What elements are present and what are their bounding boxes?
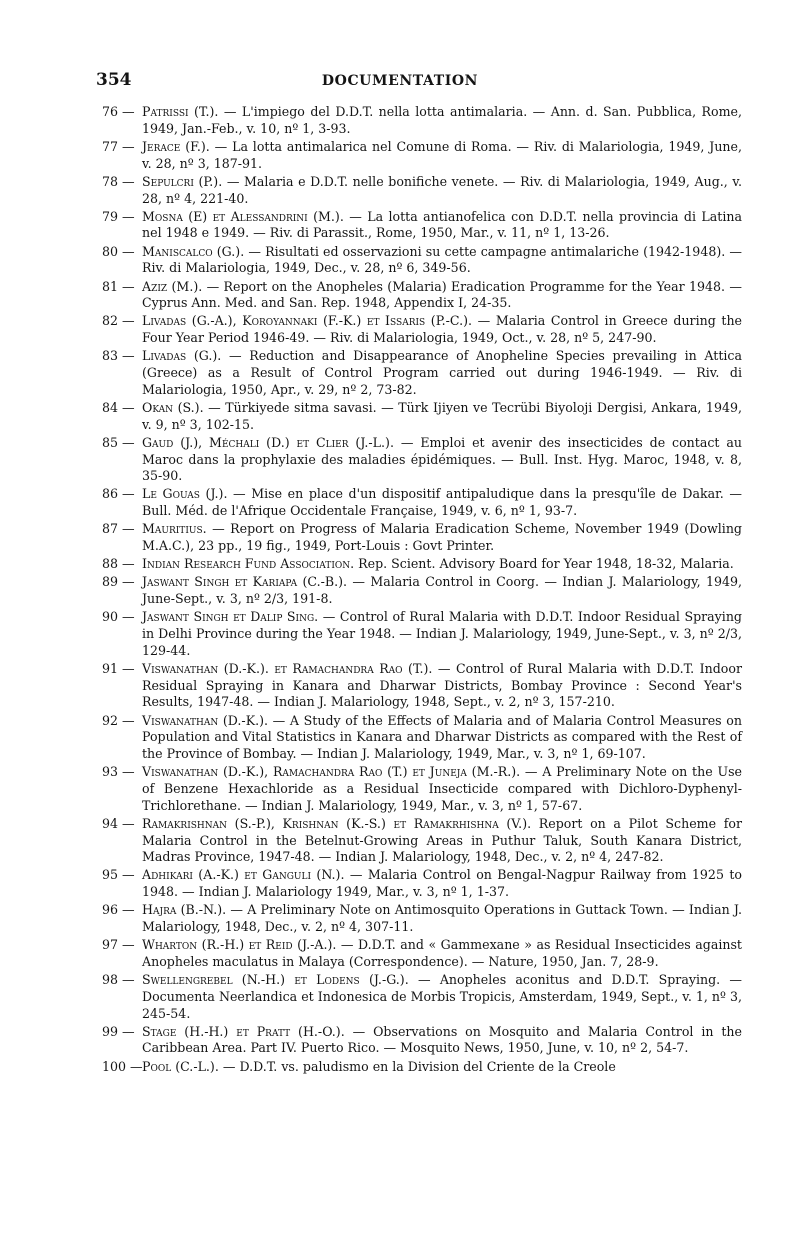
entry-citation: — La lotta antimalarica nel Comune di Roma. — Riv. di Malariologia, 1949, June, v. 28, nº 3, 187-91.: [142, 138, 743, 171]
entry-authors: Viswanathan (D.-K.). et Ramachandra Rao (T.).: [142, 661, 433, 676]
bibliography-entry: [102, 139, 742, 172]
bibliography-entry: [102, 609, 742, 659]
bibliography-entry: [102, 972, 742, 1022]
page-number: 354: [96, 70, 132, 90]
entry-authors: Okan (S.).: [142, 399, 204, 415]
bibliography-entry: [102, 279, 742, 312]
entry-number: 82 —: [102, 313, 135, 329]
entry-number: 93 —: [102, 764, 135, 780]
bibliography-entry: [102, 313, 742, 346]
bibliography-list: [102, 104, 742, 1077]
entry-authors: Aziz (M.).: [142, 278, 203, 294]
entry-number: 97 —: [102, 937, 135, 953]
entry-number: 95 —: [102, 867, 135, 883]
entry-authors: Mauritius.: [142, 521, 207, 537]
entry-authors: Pool (C.-L.).: [142, 1058, 219, 1074]
entry-number: 98 —: [102, 972, 135, 988]
entry-number: 90 —: [102, 609, 135, 625]
entry-number: 81 —: [102, 278, 135, 294]
bibliography-entry: [102, 764, 742, 814]
entry-authors: Sepulcri (P.).: [142, 173, 223, 189]
entry-number: 77 —: [102, 138, 135, 154]
entry-authors: Adhikari (A.-K.) et Ganguli (N.).: [142, 867, 345, 883]
bibliography-entry: [102, 556, 742, 573]
entry-citation: — Malaria Control in Coorg. — Indian J. Malariology, 1949, June-Sept., v. 3, nº 2/3, 191-8.: [142, 574, 743, 607]
entry-authors: Patrissi (T.).: [142, 104, 219, 119]
entry-number: 99 —: [102, 1023, 135, 1039]
entry-number: 80 —: [102, 243, 135, 259]
bibliography-entry: [102, 174, 742, 207]
entry-number: 87 —: [102, 521, 135, 537]
bibliography-entry: [102, 244, 742, 277]
entry-number: 94 —: [102, 815, 135, 831]
entry-citation: — Report on Progress of Malaria Eradication Scheme, November 1949 (Dowling M.A.C.), 23 pp., 19 fig., 1949, Port-Louis : Govt Printer.: [142, 521, 742, 554]
entry-citation: — Malaria e D.D.T. nelle bonifiche venete. — Riv. di Malariologia, 1949, Aug., v. 28, nº 4, 221-40.: [142, 173, 742, 206]
entry-citation: Report on a Pilot Scheme for Malaria Control in the Betelnut-Growing Areas in Puthur Taluk, South Kanara District, Madras Province, 1947-48. — Indian J. Malariology, 1948, Dec., v. 2, nº 4, 247-82.: [142, 815, 742, 865]
entry-number: 96 —: [102, 902, 135, 918]
entry-number: 84 —: [102, 399, 135, 415]
bibliography-entry: [102, 104, 742, 137]
entry-citation: — Report on the Anopheles (Malaria) Eradication Programme for the Year 1948. — Cyprus Ann. Med. and San. Rep. 1948, Appendix I, 24-35.: [142, 278, 743, 311]
entry-authors: Swellengrebel (N.-H.) et Lodens (J.-G.).: [142, 972, 409, 988]
entry-authors: Wharton (R.-H.) et Reid (J.-A.).: [142, 937, 337, 953]
entry-authors: Mosna (E) et Alessandrini (M.).: [142, 208, 344, 224]
bibliography-entry: [102, 713, 742, 763]
entry-citation: — L'impiego del D.D.T. nella lotta antimalaria. — Ann. d. San. Pubblica, Rome, 1949, Jan.-Feb., v. 10, nº 1, 3-93.: [142, 104, 742, 136]
entry-authors: Le Gouas (J.).: [142, 486, 228, 502]
entry-citation: — Anopheles aconitus and D.D.T. Spraying. — Documenta Neerlandica et Indonesica de Morbis Tropicis, Amsterdam, 1949, Sept., v. 1, nº 3, 245-54.: [142, 972, 742, 1021]
entry-citation: — Türkiyede sitma savasi. — Türk Ijiyen ve Tecrübi Biyoloji Dergisi, Ankara, 1949, v. 9, nº 3, 102-15.: [142, 399, 742, 432]
entry-citation: — D.D.T. vs. paludismo en la Division del Criente de la Creole: [218, 1058, 616, 1074]
entry-authors: Indian Research Fund Association.: [142, 556, 355, 572]
entry-citation: — Malaria Control on Bengal-Nagpur Railway from 1925 to 1948. — Indian J. Malariology 1949, Mar., v. 3, nº 1, 1-37.: [142, 867, 743, 900]
entry-authors: Livadas (G.-A.), Koroyannaki (F.-K.) et Issaris (P.-C.).: [142, 313, 473, 329]
entry-number: 91 —: [102, 661, 135, 676]
bibliography-entry: [102, 661, 742, 711]
entry-number: 88 —: [102, 556, 135, 572]
entry-number: 78 —: [102, 173, 135, 189]
entry-citation: — Malaria Control in Greece during the Four Year Period 1946-49. — Riv. di Malariologia, 1949, Oct., v. 28, nº 5, 247-90.: [142, 313, 743, 346]
entry-authors: Jaswant Singh et Dalip Sing.: [142, 609, 319, 625]
entry-citation: — D.D.T. and « Gammexane » as Residual Insecticides against Anopheles maculatus in Malaya (Correspondence). — Nature, 1950, Jan. 7, 28-9.: [142, 937, 742, 969]
entry-number: 100 —: [102, 1058, 143, 1074]
entry-authors: Hajra (B.-N.).: [142, 902, 227, 918]
entry-number: 89 —: [102, 574, 135, 590]
entry-citation: — Emploi et avenir des insecticides de contact au Maroc dans la prophylaxie des maladies épidémiques. — Bull. Inst. Hyg. Maroc, 1948, v. 8, 35-90.: [142, 434, 742, 484]
entry-authors: Stage (H.-H.) et Pratt (H.-O.).: [142, 1023, 345, 1039]
entry-citation: — A Study of the Effects of Malaria and of Malaria Control Measures on Population and Vital Statistics in Kanara and Dharwar Districts as compared with the Rest of the Province of Bombay. — Indian J. Malariology, 1949, Mar., v. 3, nº 1, 69-107.: [142, 712, 742, 762]
entry-citation: — Reduction and Disappearance of Anopheline Species prevailing in Attica (Greece) as a Result of Control Program carried out during 1946-1949. — Riv. di Malariologia, 1950, Apr., v. 29, nº 2, 73-82.: [142, 348, 742, 397]
entry-authors: Ramakrishnan (S.-P.), Krishnan (K.-S.) et Ramakrhishna (V.).: [142, 815, 532, 831]
bibliography-entry: [102, 937, 742, 970]
entry-authors: Maniscalco (G.).: [142, 243, 245, 259]
bibliography-entry: [102, 574, 742, 607]
bibliography-entry: [102, 400, 742, 433]
entry-authors: Livadas (G.).: [142, 348, 222, 364]
bibliography-entry: [102, 1024, 742, 1057]
entry-authors: Gaud (J.), Méchali (D.) et Clier (J.-L.).: [142, 434, 394, 450]
entry-authors: Viswanathan (D.-K.), Ramachandra Rao (T.) et Juneja (M.-R.).: [142, 764, 521, 780]
entry-authors: Jaswant Singh et Kariapa (C.-B.).: [142, 574, 348, 590]
entry-number: 92 —: [102, 712, 135, 728]
bibliography-entry: [102, 348, 742, 398]
bibliography-entry: [102, 902, 742, 935]
entry-number: 85 —: [102, 434, 135, 450]
bibliography-entry: [102, 486, 742, 519]
bibliography-entry: [102, 521, 742, 554]
entry-citation: Rep. Scient. Advisory Board for Year 1948, 18-32, Malaria.: [354, 556, 734, 572]
entry-number: 79 —: [102, 208, 135, 224]
bibliography-entry: [102, 816, 742, 866]
bibliography-entry: [102, 209, 742, 242]
entry-authors: Jerace (F.).: [142, 138, 210, 154]
entry-citation: — La lotta antianofelica con D.D.T. nella provincia di Latina nel 1948 e 1949. — Riv. di Parassit., Rome, 1950, Mar., v. 11, nº 1, 13-26.: [142, 208, 742, 241]
entry-citation: — Control of Rural Malaria with D.D.T. Indoor Residual Spraying in Kanara and Dharwar Districts, Bombay Province : Second Year's Results, 1947-48. — Indian J. Malariology, 1948, Sept., v. 2, nº 3, 157-210.: [142, 661, 742, 710]
bibliography-entry: [102, 867, 742, 900]
bibliography-entry: [102, 1059, 742, 1076]
entry-citation: — A Preliminary Note on the Use of Benzene Hexachloride as a Residual Insecticide compared with Dichloro-Dyphenyl-Trichlorethane. — Indian J. Malariology, 1949, Mar., v. 3, nº 1, 57-67.: [142, 764, 742, 813]
entry-citation: — A Preliminary Note on Antimosquito Operations in Guttack Town. — Indian J. Malariology, 1948, Dec., v. 2, nº 4, 307-11.: [142, 902, 742, 935]
entry-number: 83 —: [102, 348, 135, 364]
entry-number: 86 —: [102, 486, 135, 502]
entry-authors: Viswanathan (D.-K.).: [142, 712, 269, 728]
bibliography-entry: [102, 435, 742, 485]
page-header: [0, 70, 800, 94]
entry-citation: — Mise en place d'un dispositif antipaludique dans la presqu'île de Dakar. — Bull. Méd. de l'Afrique Occidentale Française, 1949, v. 6, nº 1, 93-7.: [142, 486, 742, 519]
entry-citation: — Observations on Mosquito and Malaria Control in the Caribbean Area. Part IV. Puerto Rico. — Mosquito News, 1950, June, v. 10, nº 2, 54-7.: [142, 1023, 742, 1056]
entry-number: 76 —: [102, 104, 135, 119]
entry-citation: — Risultati ed osservazioni su cette campagne antimalariche (1942-1948). — Riv. di Malariologia, 1949, Dec., v. 28, nº 6, 349-56.: [142, 243, 743, 276]
running-title: DOCUMENTATION: [321, 73, 479, 89]
entry-citation: — Control of Rural Malaria with D.D.T. Indoor Residual Spraying in Delhi Province during the Year 1948. — Indian J. Malariology, 1949, June-Sept., v. 3, nº 2/3, 129-44.: [142, 609, 742, 658]
